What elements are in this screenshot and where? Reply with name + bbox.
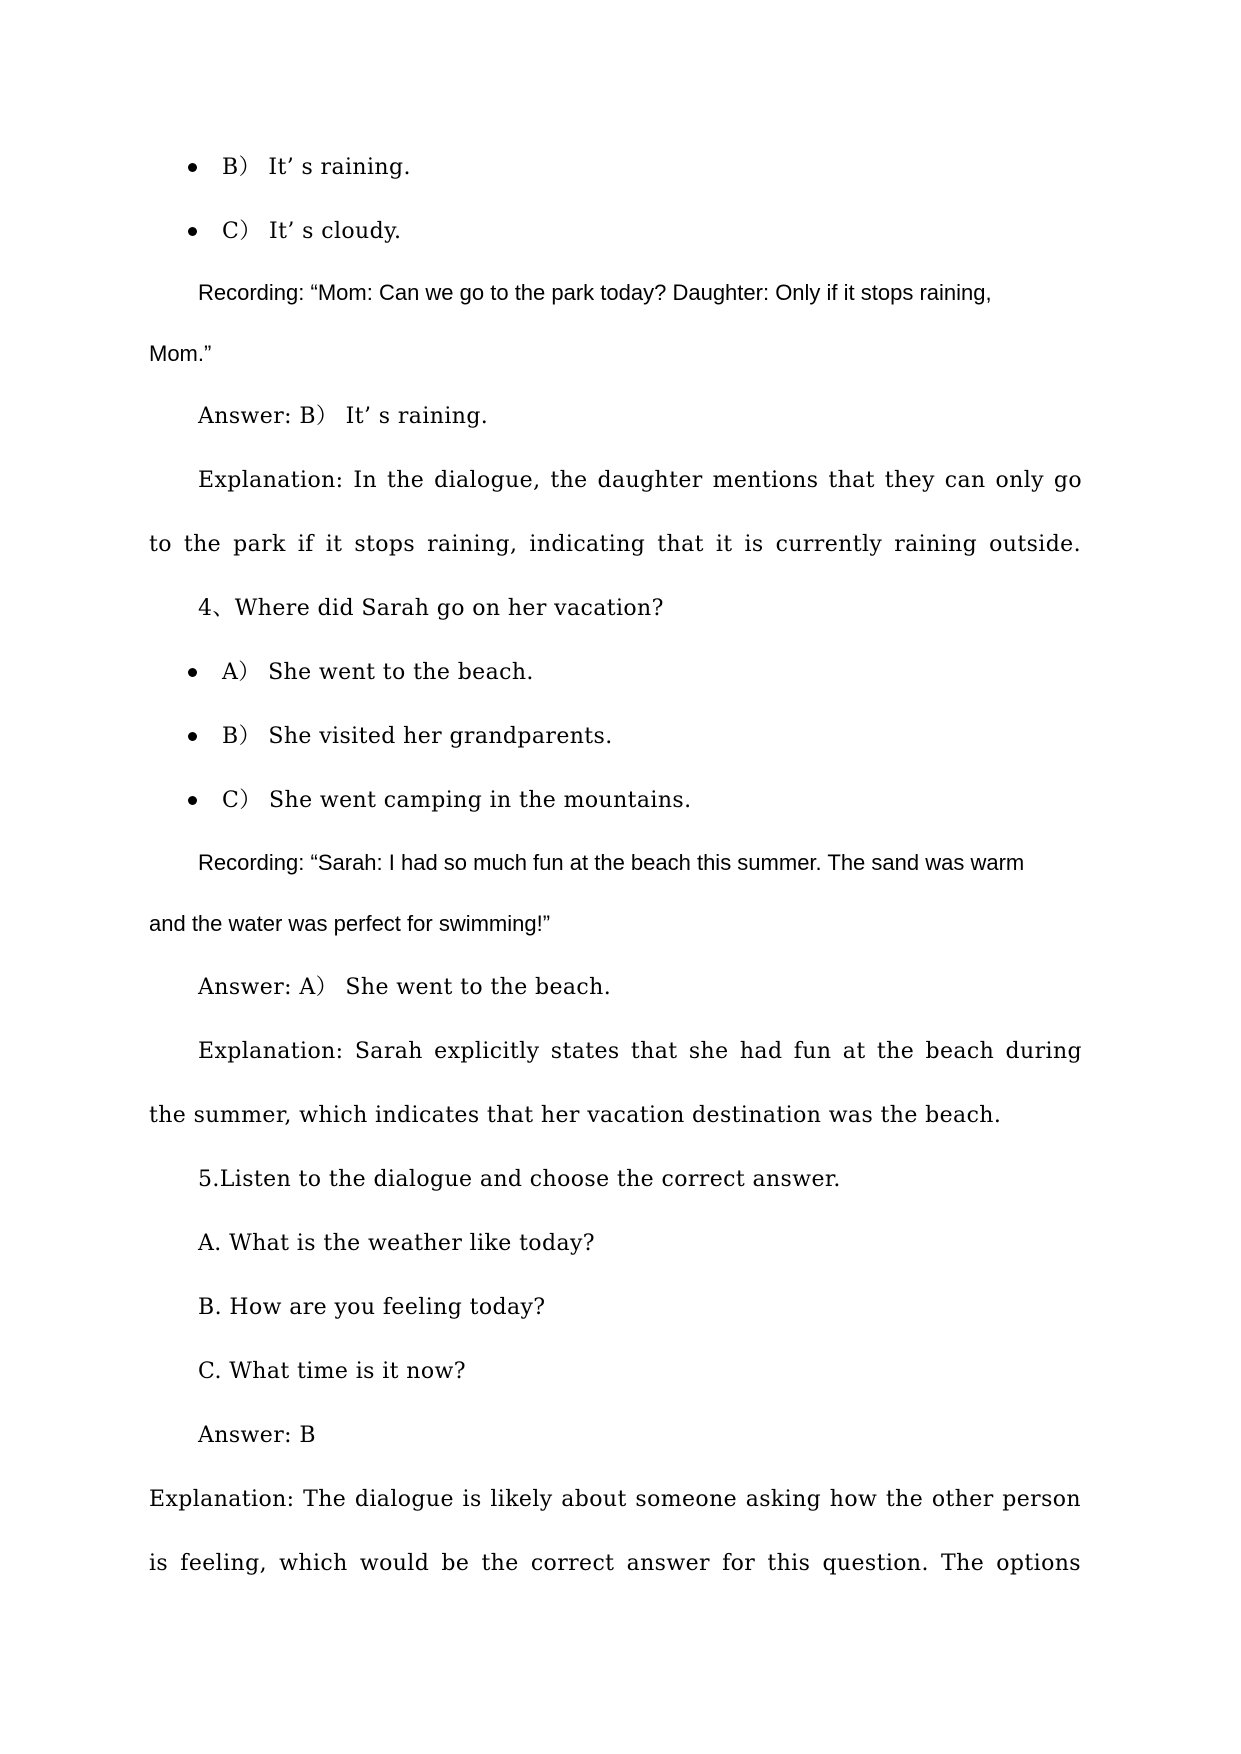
q4-recording-line1: Recording: “Sarah: I had so much fun at the beach this summer. The sand was warm: [198, 850, 1025, 875]
q3-option-b: B） It’ s raining.: [222, 155, 411, 180]
q3-explanation-line1: Explanation: In the dialogue, the daughter mentions that they can only go: [198, 468, 1082, 493]
q5-option-b: B. How are you feeling today?: [198, 1295, 546, 1320]
q3-explanation-line2: to the park if it stops raining, indicating that it is currently raining outside.: [149, 532, 1081, 557]
q3-option-c: C） It’ s cloudy.: [222, 219, 402, 244]
bullet-icon: [188, 668, 197, 677]
q4-explanation-line1: Explanation: Sarah explicitly states that she had fun at the beach during: [198, 1039, 1082, 1064]
q3-answer: Answer: B） It’ s raining.: [198, 404, 489, 429]
q5-option-a: A. What is the weather like today?: [198, 1231, 595, 1256]
q3-recording-line2: Mom.”: [149, 341, 212, 366]
q4-question: 4、Where did Sarah go on her vacation?: [198, 596, 664, 621]
q4-option-c: C） She went camping in the mountains.: [222, 788, 692, 813]
q5-option-c: C. What time is it now?: [198, 1359, 466, 1384]
q4-option-a: A） She went to the beach.: [222, 660, 534, 685]
q5-answer: Answer: B: [198, 1423, 316, 1448]
bullet-icon: [188, 796, 197, 805]
q5-explanation-line1: Explanation: The dialogue is likely about someone asking how the other person: [149, 1487, 1081, 1512]
q4-explanation-line2: the summer, which indicates that her vacation destination was the beach.: [149, 1103, 1002, 1128]
q4-answer: Answer: A） She went to the beach.: [198, 975, 612, 1000]
q4-option-b: B） She visited her grandparents.: [222, 724, 613, 749]
q5-question: 5.Listen to the dialogue and choose the correct answer.: [198, 1167, 841, 1192]
q4-recording-line2: and the water was perfect for swimming!”: [149, 911, 551, 936]
bullet-icon: [188, 732, 197, 741]
bullet-icon: [188, 163, 197, 172]
q5-explanation-line2: is feeling, which would be the correct answer for this question. The options: [149, 1551, 1081, 1576]
bullet-icon: [188, 227, 197, 236]
q3-recording-line1: Recording: “Mom: Can we go to the park today? Daughter: Only if it stops raining,: [198, 280, 992, 305]
